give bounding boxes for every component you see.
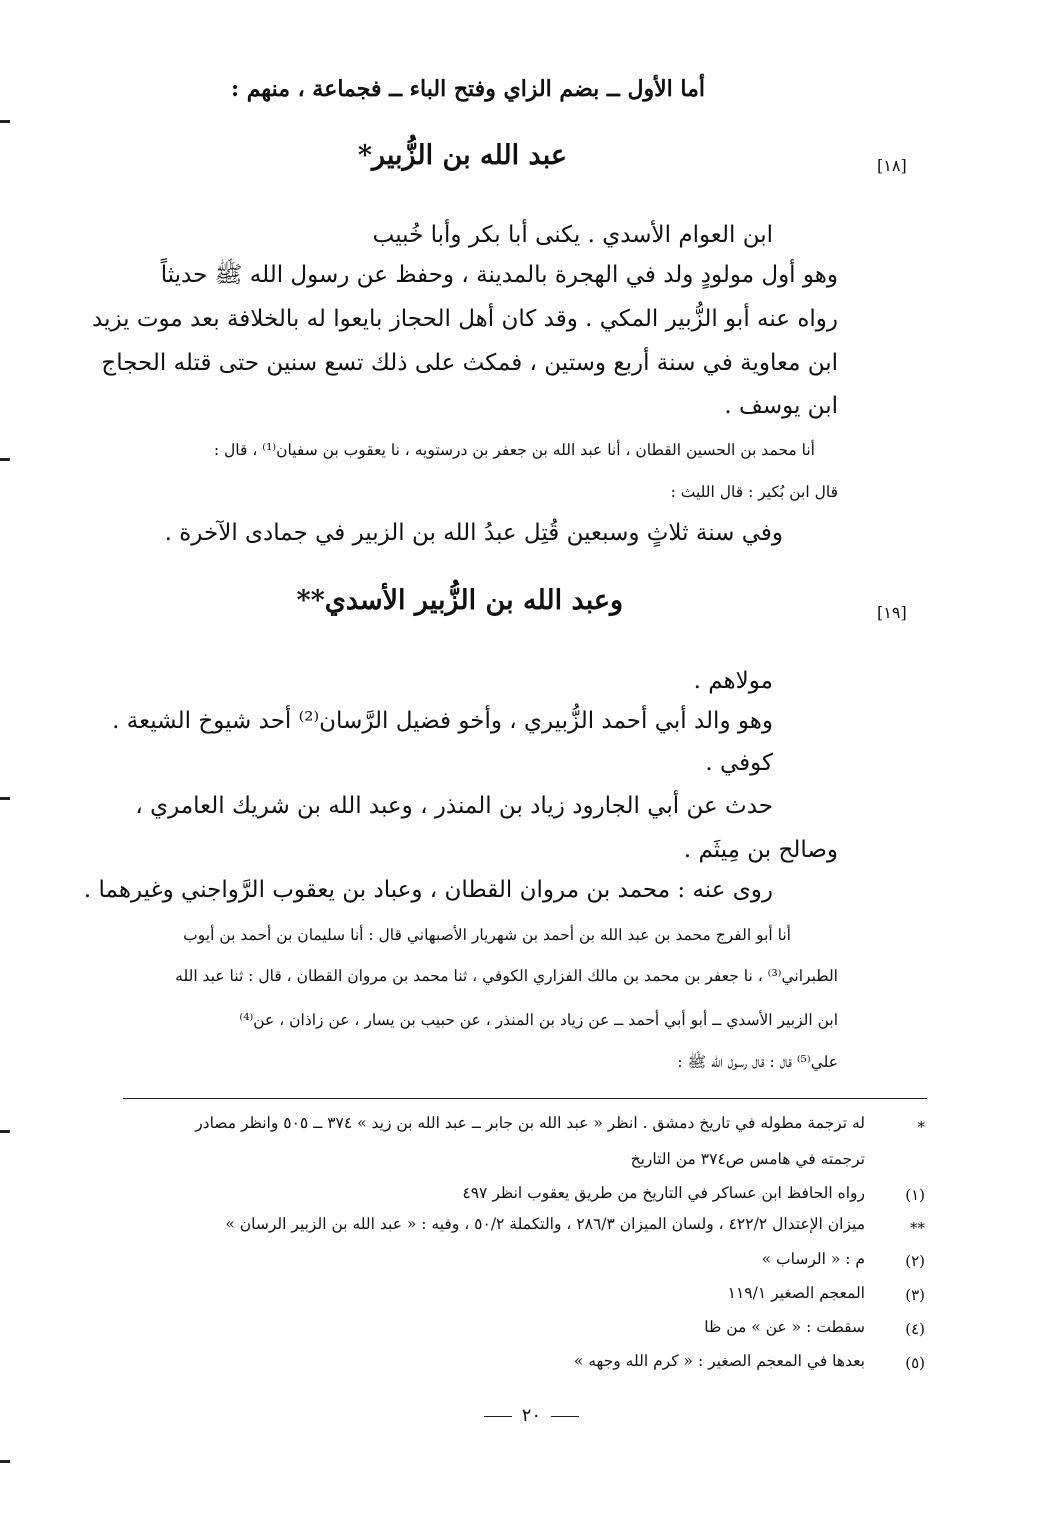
entry18-line-2: وهو أول مولودٍ ولد في الهجرة بالمدينة ، وحفظ عن رسول الله ﷺ حديثاً — [160, 262, 838, 288]
footnote-text: بعدها في المعجم الصغير : « كرم الله وجهه » — [573, 1352, 865, 1370]
entry19-isnad-4: علي⁽⁵⁾ قال : قال رسول الله ﷺ : — [677, 1053, 838, 1071]
entry-number-19: [١٩] — [877, 603, 907, 622]
entry19-isnad-2: الطبراني⁽³⁾ ، نا جعفر بن محمد بن مالك الفزاري الكوفي ، ثنا محمد بن مروان القطان ، قال : ثنا عبد الله — [175, 967, 838, 985]
entry19-isnad-1: أنا أبو الفرج محمد بن عبد الله بن أحمد بن شهريار الأصبهاني قال : أنا سليمان بن أحمد بن أيوب — [183, 926, 791, 944]
entry18-line-3: رواه عنه أبو الزُّبير المكي . وقد كان أهل الحجاز بايعوا له بالخلافة بعد موت يزيد — [92, 306, 838, 332]
scan-edge-mark — [0, 797, 10, 800]
scan-edge-mark — [0, 1460, 10, 1463]
entry19-isnad-3: ابن الزبير الأسدي ــ أبو أبي أحمد ــ عن زياد بن المنذر ، عن حبيب بن يسار ، عن زاذان ، عن⁽⁴⁾ — [239, 1011, 838, 1029]
footnote-text: سقطت : « عن » من ظا — [704, 1318, 865, 1336]
dash-left — [551, 1416, 579, 1417]
scan-edge-mark — [0, 120, 10, 123]
footnote-text: له ترجمة مطوله في تاريخ دمشق . انظر « عبد الله بن جابر ــ عبد الله بن زيد » ٣٧٤ ــ ٥٠٥ وانظر مصادر — [195, 1114, 865, 1132]
footnote-mark-2: (٢) — [905, 1252, 925, 1270]
entry19-line-6: روى عنه : محمد بن مروان القطان ، وعباد بن يعقوب الرَّواجني وغيرهما . — [83, 877, 773, 903]
entry19-line-5: وصالح بن مِيثَم . — [683, 837, 838, 863]
entry18-line-5: ابن يوسف . — [724, 393, 838, 419]
footnote-mark-star: * — [917, 1118, 925, 1136]
footnote-mark-4: (٤) — [905, 1320, 925, 1338]
footnote-divider — [123, 1098, 927, 1099]
footnote-mark-1: (١) — [905, 1186, 925, 1204]
section-heading: أما الأول ــ بضم الزاي وفتح الباء ــ فجماعة ، منهم : — [231, 76, 705, 102]
entry19-line-4: حدث عن أبي الجارود زياد بن المنذر ، وعبد الله بن شريك العامري ، — [135, 793, 773, 819]
footnote-text: رواه الحافظ ابن عساكر في التاريخ من طريق يعقوب انظر ٤٩٧ — [462, 1184, 865, 1202]
footnote-text: ترجمته في هامس ص٣٧٤ من التاريخ — [630, 1150, 865, 1168]
scan-edge-mark — [0, 1130, 10, 1133]
scan-edge-mark — [0, 458, 10, 461]
entry18-isnad-1: أنا محمد بن الحسين القطان ، أنا عبد الله بن جعفر بن درستويه ، نا يعقوب بن سفيان⁽¹⁾ ، قال : — [213, 441, 815, 459]
entry18-isnad-2: قال ابن بُكير : قال الليث : — [670, 483, 838, 501]
page-number-value: ٢٠ — [521, 1405, 542, 1426]
footnote-text: م : « الرساب » — [761, 1250, 865, 1268]
dash-right — [484, 1416, 512, 1417]
entry19-line-1: مولاهم . — [693, 668, 773, 694]
footnote-mark-5: (٥) — [905, 1354, 925, 1372]
footnote-text: ميزان الإعتدال ٤٢٢/٢ ، ولسان الميزان ٢٨٦/٣ ، والتكملة ٥٠/٢ ، وفيه : « عبد الله بن الزبير الرسان » — [225, 1215, 865, 1233]
entry19-line-2: وهو والد أبي أحمد الزُّبيري ، وأخو فضيل الرَّسان⁽²⁾ أحد شيوخ الشيعة . — [112, 708, 773, 734]
entry18-line-1: ابن العوام الأسدي . يكنى أبا بكر وأبا خُبيب — [372, 222, 773, 248]
footnote-mark-double-star: ** — [910, 1219, 925, 1237]
footnote-text: المعجم الصغير ١١٩/١ — [727, 1284, 865, 1302]
entry18-line-4: ابن معاوية في سنة أربع وستين ، فمكث على ذلك تسع سنين حتى قتله الحجاج — [101, 350, 838, 376]
page-number — [480, 1405, 583, 1426]
entry19-line-3: كوفي . — [705, 750, 773, 776]
entry-title-18: عبد الله بن الزُّبير* — [357, 140, 567, 171]
footnote-mark-3: (٣) — [905, 1286, 925, 1304]
entry18-quote: وفي سنة ثلاثٍ وسبعين قُتِل عبدُ الله بن الزبير في جمادى الآخرة . — [164, 520, 783, 546]
entry-title-19: وعبد الله بن الزُّبير الأسدي** — [296, 585, 623, 616]
entry-number-18: [١٨] — [877, 156, 907, 175]
